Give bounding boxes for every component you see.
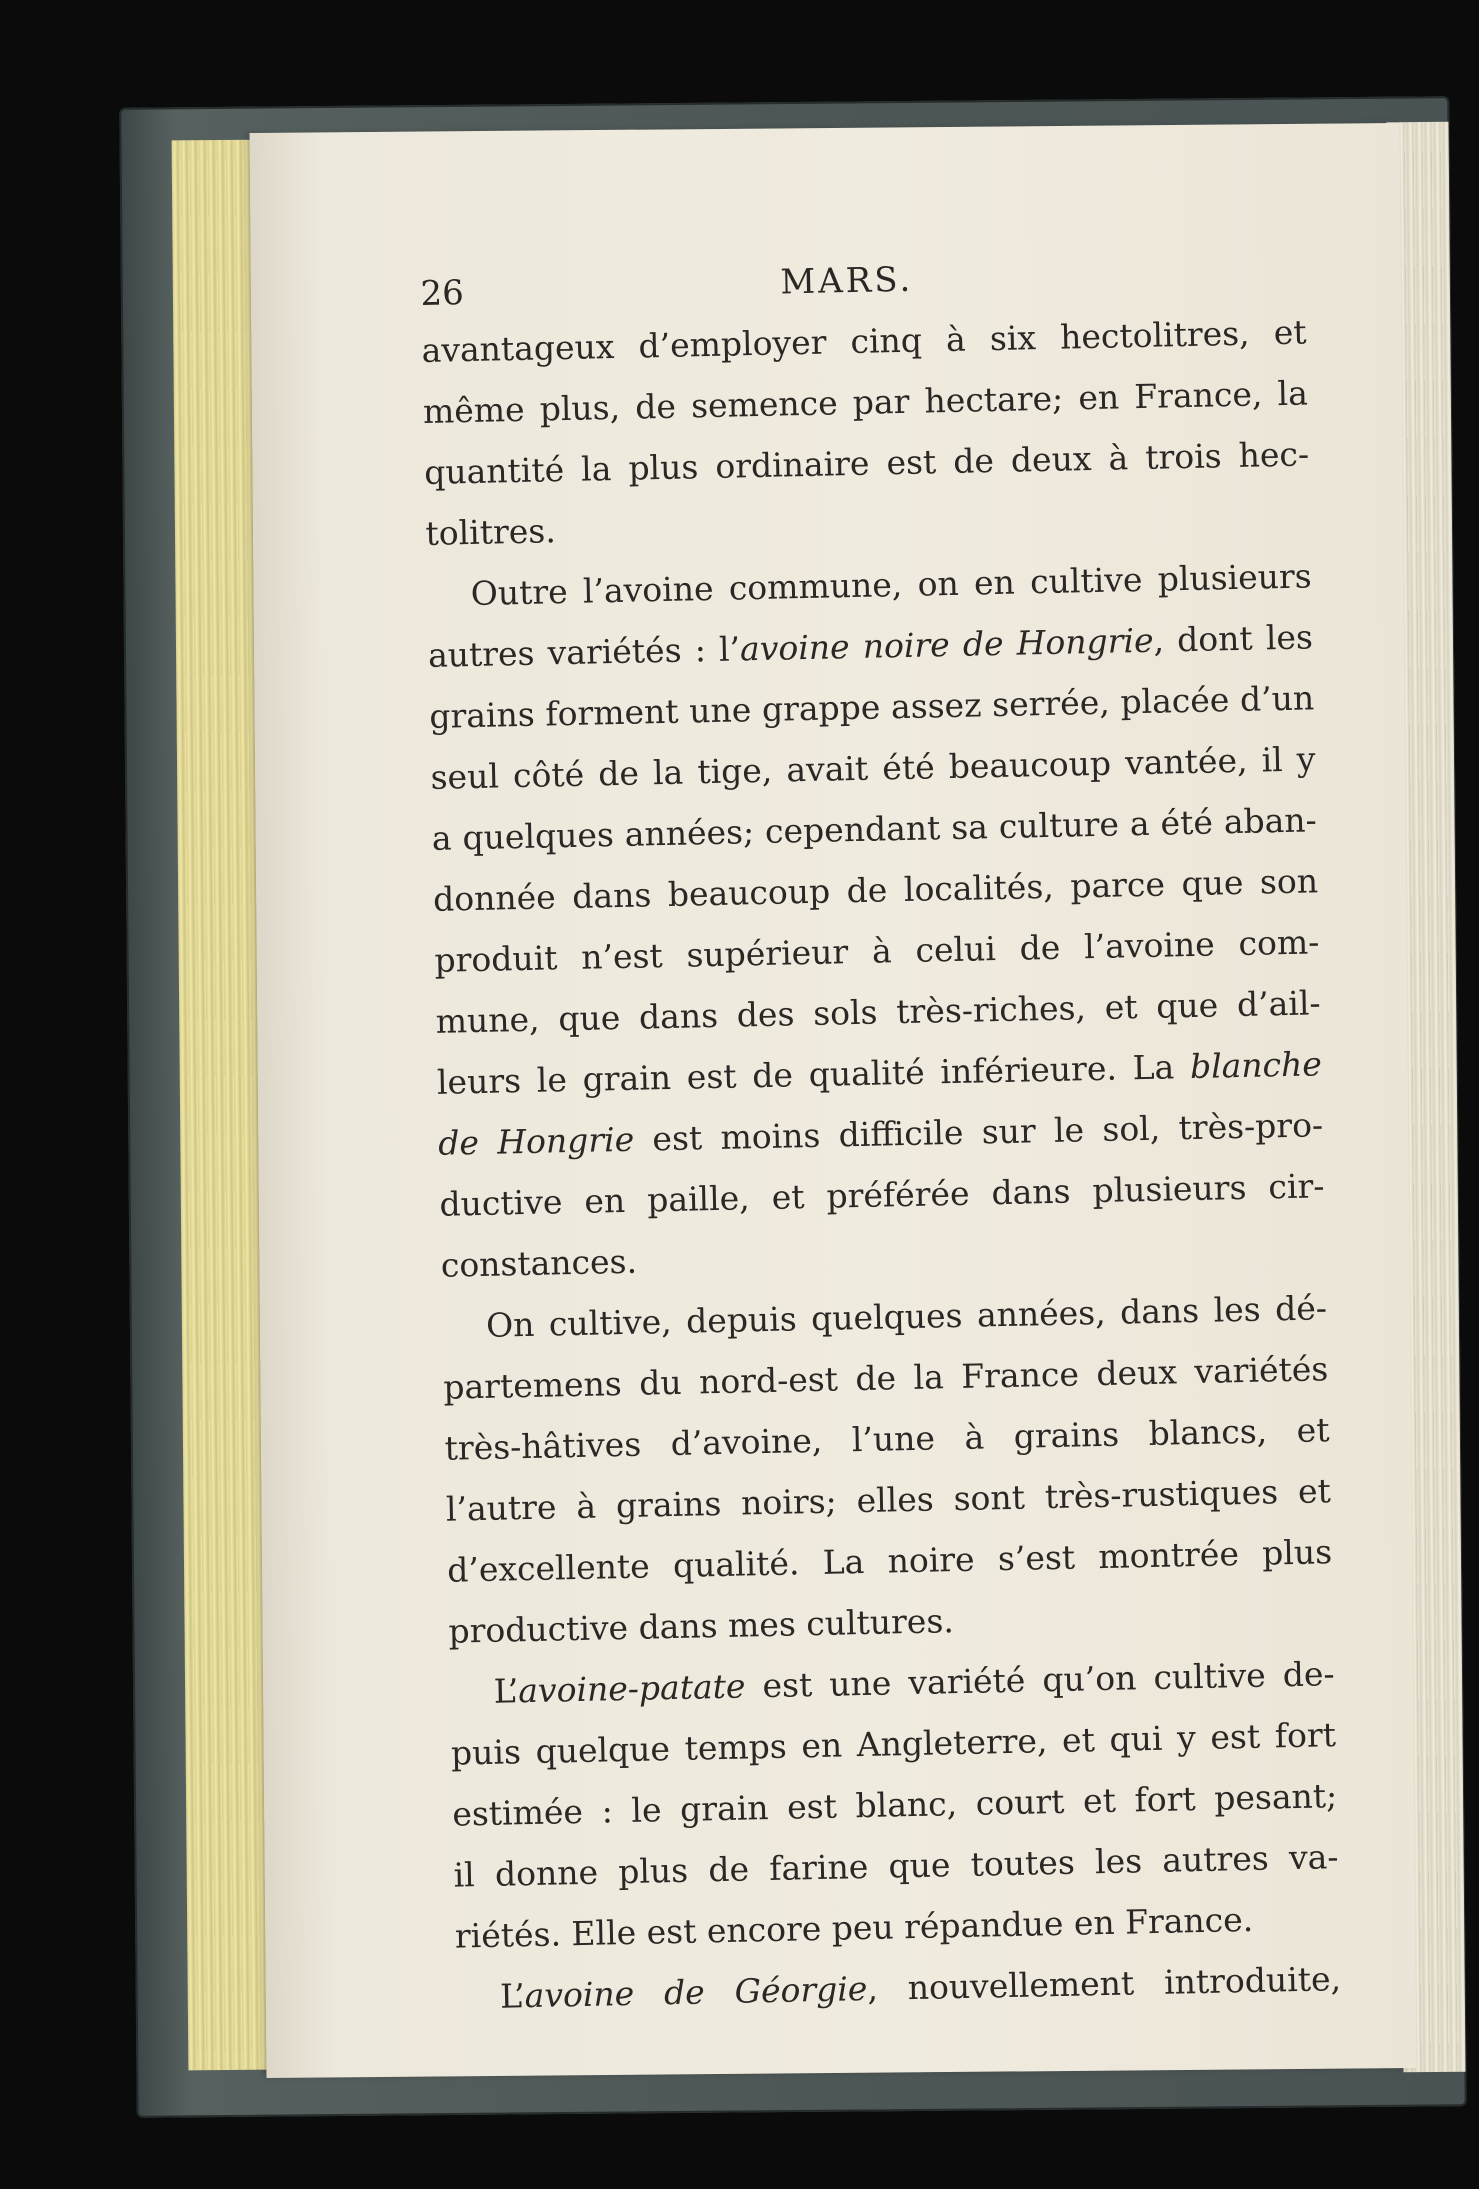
text-span: quantité la plus ordinaire est de deux à trois hec- — [423, 434, 1310, 492]
text-span: même plus, de semence par hectare; en France, la — [422, 373, 1309, 431]
text-span: riétés. Elle est encore peu répandue en France. — [454, 1899, 1254, 1956]
page-number: 26 — [420, 273, 465, 314]
text-span: estimée : le grain est blanc, court et fort pesant; — [451, 1776, 1338, 1834]
italic-text: avoine noire de Hongrie — [739, 620, 1154, 669]
text-span: d’excellente qualité. La noire s’est montrée plus — [446, 1532, 1333, 1590]
text-span: partemens du nord-est de la France deux variétés — [442, 1349, 1329, 1407]
text-span: très-hâtives d’avoine, l’une à grains blancs, et — [444, 1410, 1330, 1468]
text-span: productive dans mes cultures. — [448, 1601, 955, 1651]
italic-text: avoine-patate — [517, 1666, 746, 1711]
text-span: L’ — [499, 1976, 526, 2016]
text-span: est une variété qu’on cultive de- — [745, 1654, 1336, 1706]
text-span: tolitres. — [425, 511, 557, 553]
text-span: autres variétés : l’ — [427, 629, 741, 675]
running-head: MARS. — [779, 259, 914, 303]
italic-text: avoine de Géorgie — [524, 1969, 868, 2016]
text-span: leurs le grain est de qualité inférieure. La — [436, 1047, 1191, 1102]
text-span: avantageux d’employer cinq à six hectolitres, et — [421, 312, 1307, 370]
text-span: seul côté de la tige, avait été beaucoup vantée, il y — [430, 739, 1316, 797]
text-span: , dont les — [1153, 617, 1314, 660]
text-span: produit n’est supérieur à celui de l’avoine com- — [434, 922, 1320, 980]
italic-text: de Hongrie — [437, 1119, 635, 1163]
text-span: On cultive, depuis quelques années, dans les dé- — [485, 1288, 1328, 1345]
text-span: il donne plus de farine que toutes les autres va- — [453, 1837, 1339, 1895]
text-span: grains forment une grappe assez serrée, placée d’un — [428, 678, 1315, 736]
text-span: mune, que dans des sols très-riches, et que d’ail- — [435, 983, 1321, 1041]
text-span: L’ — [493, 1671, 519, 1711]
text-span: Outre l’avoine commune, on en cultive plusieurs — [470, 556, 1313, 614]
text-span: , nouvellement introduite, — [866, 1959, 1342, 2009]
italic-text: blanche — [1189, 1044, 1323, 1087]
text-span: constances. — [440, 1241, 638, 1285]
body-text — [421, 301, 1342, 2027]
text-span: donnée dans beaucoup de localités, parce que son — [432, 861, 1319, 919]
text-span: l’autre à grains noirs; elles sont très-rustiques et — [445, 1471, 1332, 1529]
page-content — [420, 251, 1342, 2027]
text-span: puis quelque temps en Angleterre, et qui y est fort — [450, 1715, 1337, 1773]
text-span: a quelques années; cependant sa culture a été aban- — [431, 800, 1318, 858]
text-span: est moins difficile sur le sol, très-pro- — [633, 1105, 1324, 1159]
text-span: ductive en paille, et préférée dans plusieurs cir- — [439, 1166, 1325, 1224]
